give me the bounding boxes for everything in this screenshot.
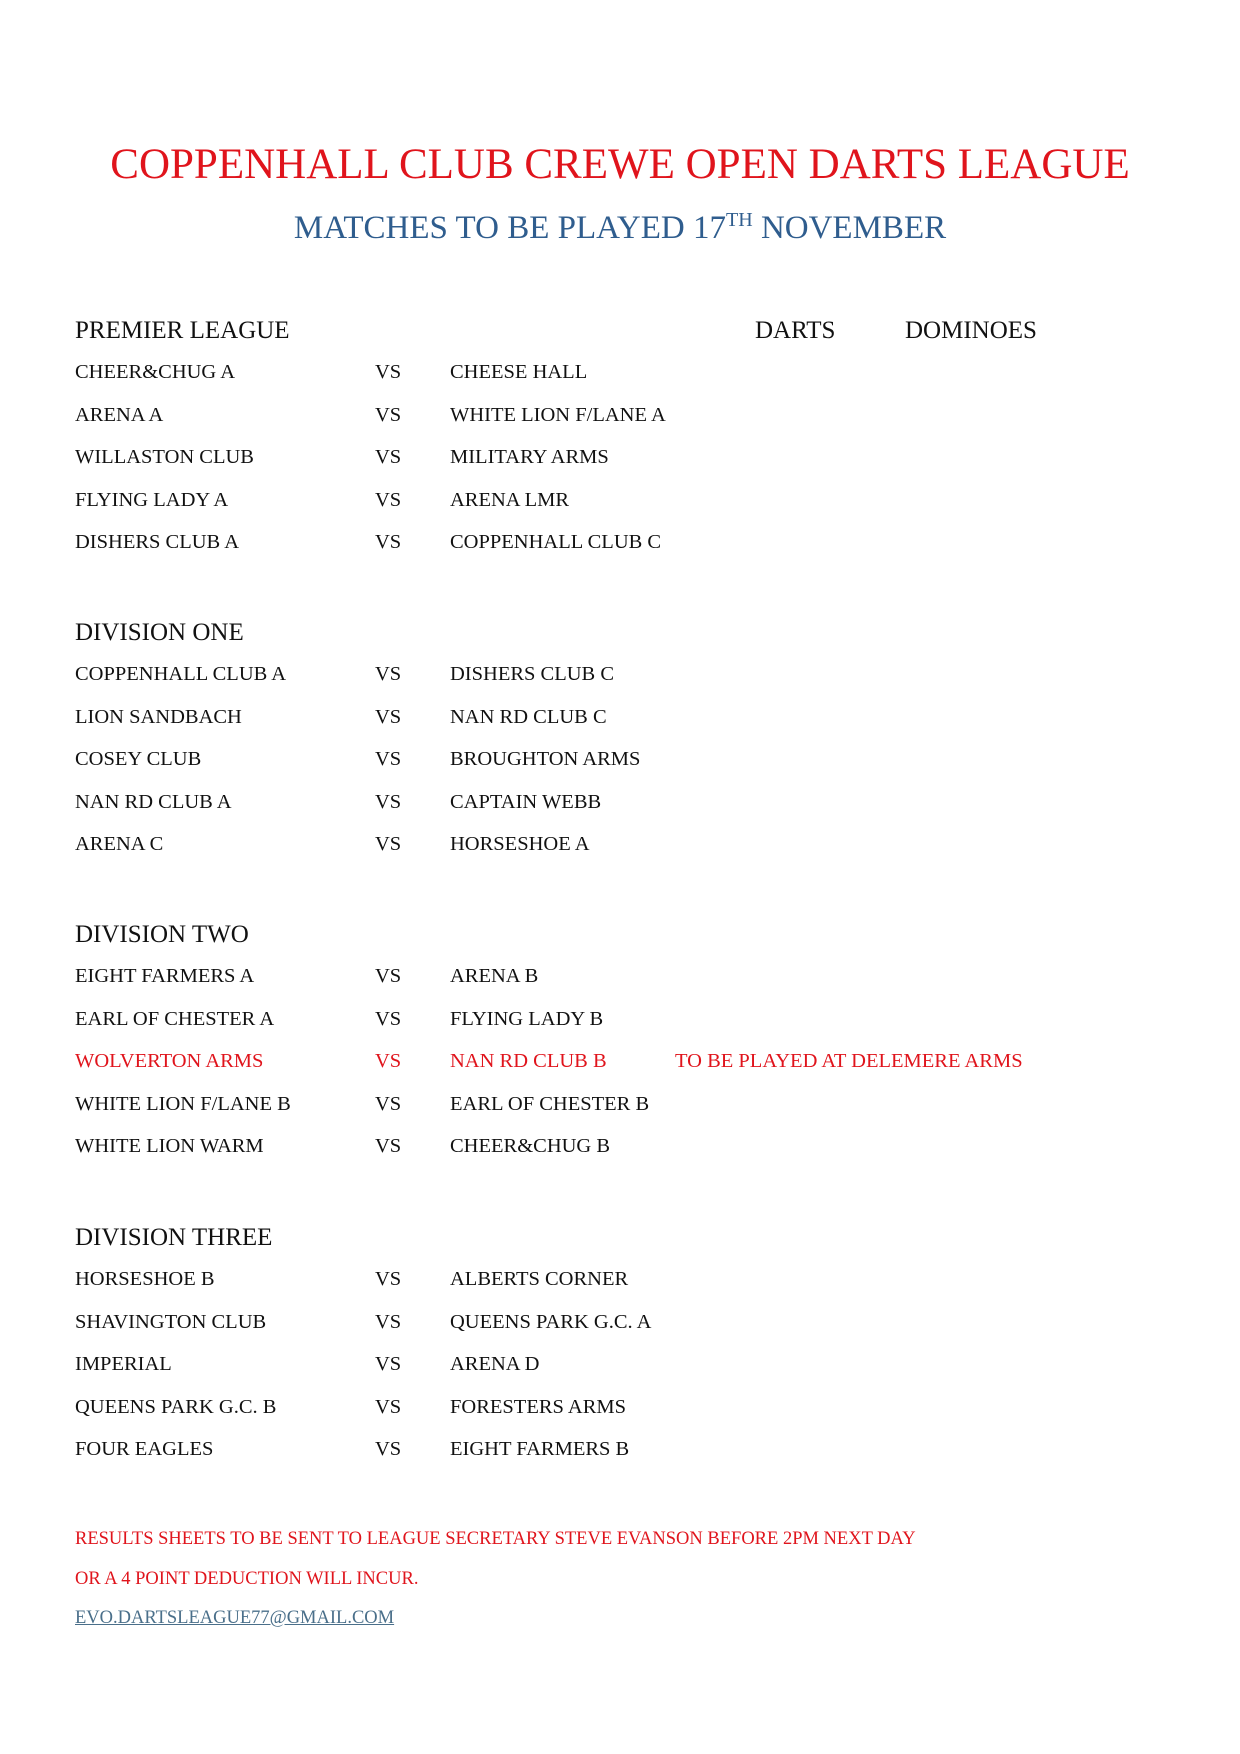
- section-header: [75, 1224, 1175, 1268]
- section-title: DIVISION TWO: [75, 921, 249, 948]
- match-row-highlighted: [75, 1050, 1175, 1093]
- vs-label: VS: [375, 663, 402, 685]
- home-team: WILLASTON CLUB: [75, 446, 254, 469]
- section-division-one: [75, 619, 1175, 876]
- away-team: FLYING LADY B: [450, 1007, 604, 1030]
- section-division-two: [75, 921, 1175, 1178]
- deduction-warning: OR A 4 POINT DEDUCTION WILL INCUR.: [75, 1569, 419, 1589]
- match-row: [75, 1268, 1175, 1311]
- match-row: [75, 706, 1175, 749]
- away-team: HORSESHOE A: [450, 833, 590, 856]
- vs-label: VS: [375, 965, 402, 987]
- results-instruction: RESULTS SHEETS TO BE SENT TO LEAGUE SECRETARY STEVE EVANSON BEFORE 2PM NEXT DAY: [75, 1529, 916, 1549]
- section-title: DIVISION ONE: [75, 619, 244, 646]
- match-row: [75, 833, 1175, 876]
- vs-label: VS: [375, 1438, 402, 1461]
- subtitle-month: NOVEMBER: [752, 210, 947, 246]
- away-team: EIGHT FARMERS B: [450, 1438, 630, 1461]
- match-row: [75, 965, 1175, 1008]
- home-team: ARENA A: [75, 403, 164, 426]
- section-title: DIVISION THREE: [75, 1224, 273, 1251]
- vs-label: VS: [375, 488, 402, 511]
- column-header-dominoes: DOMINOES: [905, 317, 1037, 344]
- match-row: [75, 791, 1175, 834]
- section-premier-league: [75, 317, 1175, 574]
- vs-label: VS: [375, 403, 402, 426]
- away-team: ARENA LMR: [450, 488, 570, 511]
- away-team: CHEER&CHUG B: [450, 1135, 611, 1158]
- vs-label: VS: [375, 1135, 402, 1158]
- home-team: LION SANDBACH: [75, 705, 242, 728]
- vs-label: VS: [375, 531, 402, 554]
- home-team: QUEENS PARK G.C. B: [75, 1395, 277, 1418]
- match-row: [75, 361, 1175, 404]
- away-team: CHEESE HALL: [450, 361, 588, 383]
- home-team: EARL OF CHESTER A: [75, 1007, 275, 1030]
- away-team: NAN RD CLUB B: [450, 1050, 607, 1073]
- match-row: [75, 404, 1175, 447]
- section-header: [75, 317, 1175, 361]
- vs-label: VS: [375, 705, 402, 728]
- match-row: [75, 446, 1175, 489]
- match-row: [75, 1311, 1175, 1354]
- subtitle-superscript: TH: [726, 209, 753, 231]
- vs-label: VS: [375, 748, 402, 771]
- vs-label: VS: [375, 1268, 402, 1290]
- away-team: NAN RD CLUB C: [450, 705, 607, 728]
- match-row: [75, 1135, 1175, 1178]
- section-division-three: [75, 1224, 1175, 1481]
- vs-label: VS: [375, 833, 402, 856]
- away-team: DISHERS CLUB C: [450, 663, 615, 685]
- away-team: WHITE LION F/LANE A: [450, 403, 666, 426]
- page-title: COPPENHALL CLUB CREWE OPEN DARTS LEAGUE: [110, 141, 1130, 188]
- vs-label: VS: [375, 1050, 402, 1073]
- home-team: FOUR EAGLES: [75, 1438, 214, 1461]
- home-team: FLYING LADY A: [75, 488, 229, 511]
- home-team: ARENA C: [75, 833, 164, 856]
- home-team: IMPERIAL: [75, 1353, 172, 1376]
- section-title: PREMIER LEAGUE: [75, 317, 290, 344]
- home-team: NAN RD CLUB A: [75, 790, 232, 813]
- home-team: DISHERS CLUB A: [75, 531, 240, 554]
- home-team: COSEY CLUB: [75, 748, 202, 771]
- home-team: CHEER&CHUG A: [75, 361, 236, 383]
- venue-note: TO BE PLAYED AT DELEMERE ARMS: [675, 1050, 1023, 1073]
- section-header: [75, 921, 1175, 965]
- away-team: QUEENS PARK G.C. A: [450, 1310, 652, 1333]
- match-row: [75, 1008, 1175, 1051]
- away-team: BROUGHTON ARMS: [450, 748, 641, 771]
- match-row: [75, 1093, 1175, 1136]
- vs-label: VS: [375, 1353, 402, 1376]
- match-row: [75, 663, 1175, 706]
- match-row: [75, 489, 1175, 532]
- section-header: [75, 619, 1175, 663]
- page-subtitle: [0, 210, 1240, 247]
- match-row: [75, 748, 1175, 791]
- match-row: [75, 1353, 1175, 1396]
- vs-label: VS: [375, 1310, 402, 1333]
- home-team: WHITE LION F/LANE B: [75, 1092, 291, 1115]
- vs-label: VS: [375, 1395, 402, 1418]
- subtitle-text: MATCHES TO BE PLAYED 17: [293, 210, 727, 246]
- away-team: COPPENHALL CLUB C: [450, 531, 662, 554]
- home-team: SHAVINGTON CLUB: [75, 1310, 267, 1333]
- home-team: HORSESHOE B: [75, 1268, 215, 1290]
- vs-label: VS: [375, 1092, 402, 1115]
- match-row: [75, 531, 1175, 574]
- away-team: ARENA B: [450, 965, 539, 987]
- column-header-darts: DARTS: [755, 317, 836, 344]
- vs-label: VS: [375, 1007, 402, 1030]
- away-team: CAPTAIN WEBB: [450, 790, 602, 813]
- match-row: [75, 1396, 1175, 1439]
- home-team: COPPENHALL CLUB A: [75, 663, 287, 685]
- away-team: ALBERTS CORNER: [450, 1268, 629, 1290]
- away-team: MILITARY ARMS: [450, 446, 609, 469]
- vs-label: VS: [375, 361, 402, 383]
- vs-label: VS: [375, 446, 402, 469]
- home-team: WOLVERTON ARMS: [75, 1050, 264, 1073]
- home-team: WHITE LION WARM: [75, 1135, 264, 1158]
- away-team: FORESTERS ARMS: [450, 1395, 627, 1418]
- away-team: ARENA D: [450, 1353, 540, 1376]
- email-link[interactable]: EVO.DARTSLEAGUE77@GMAIL.COM: [75, 1608, 395, 1628]
- match-row: [75, 1438, 1175, 1481]
- away-team: EARL OF CHESTER B: [450, 1092, 650, 1115]
- home-team: EIGHT FARMERS A: [75, 965, 255, 987]
- vs-label: VS: [375, 790, 402, 813]
